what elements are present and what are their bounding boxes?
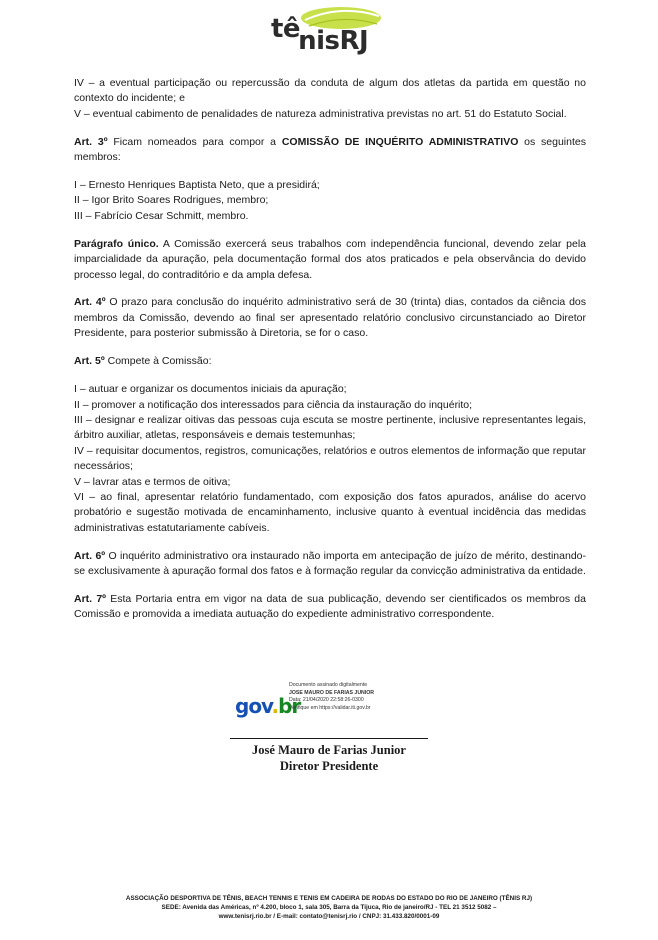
art-5-text: Compete à Comissão: (104, 355, 212, 368)
signer-name: José Mauro de Farias Junior (252, 743, 406, 757)
signature-line (230, 738, 428, 739)
logo-text-top: tê (271, 14, 301, 44)
footer-line-3: www.tenisrj.rio.br / E-mail: contato@tenisrj.rio / CNPJ: 31.433.820/0001-09 (218, 912, 440, 920)
competencia-3: III – designar e realizar oitivas das pessoas cuja escuta se mostre pertinente, inclusive representantes legais, árbitro auxiliar, atletas, responsáveis e demais testemunhas; (74, 413, 586, 442)
signature-info (289, 682, 374, 712)
logo-text-bottom: nisRJ (298, 26, 369, 56)
art-3-text-b: os seguintes membros: (74, 135, 586, 164)
footer-line-1: ASSOCIAÇÃO DESPORTIVA DE TÊNIS, BEACH TENNIS E TENIS EM CADEIRA DE RODAS DO ESTADO DO RIO DE JANEIRO (TÊNIS RJ) (125, 895, 533, 902)
art-3-label: Art. 3º (74, 135, 108, 148)
art-7 (74, 592, 586, 623)
commission-name: COMISSÃO DE INQUÉRITO ADMINISTRATIVO (281, 135, 519, 148)
art-5-label: Art. 5º (74, 355, 105, 368)
digital-signature-stamp (235, 682, 435, 722)
paragrafo-label: Parágrafo único. (74, 237, 159, 250)
art-6-text: O inquérito administrativo ora instaurado não importa em antecipação de juízo de mérito, destinando-se exclusivamente à apuração formal dos fatos e à formação regular da convicção administrativa da entidade. (74, 549, 586, 578)
signer-block (200, 742, 458, 774)
competencia-1: I – autuar e organizar os documentos iniciais da apuração; (74, 383, 347, 396)
competencia-5: V – lavrar atas e termos de oitiva; (74, 475, 231, 488)
art-3-text-a: Ficam nomeados para compor a (107, 135, 282, 148)
document-body (74, 76, 586, 623)
art-7-label: Art. 7º (74, 592, 107, 605)
art-7-text: Esta Portaria entra em vigor na data de sua publicação, devendo ser cientificados os membros da Comissão e promovida a imediata autuação do expediente administrativo correspondente. (74, 592, 586, 621)
art-3 (74, 135, 586, 166)
art-4 (74, 295, 586, 341)
stamp-verify: Verifique em https://validar.iti.gov.br (289, 704, 371, 711)
tenis-rj-logo (265, 6, 395, 58)
member-3: III – Fabrício Cesar Schmitt, membro. (74, 209, 249, 222)
govbr-logo: gov.br (235, 694, 301, 718)
item-iv: IV – a eventual participação ou repercussão da conduta de algum dos atletas da partida em questão no contexto do incidente; e (74, 77, 586, 105)
art-6 (74, 549, 586, 580)
member-2: II – Igor Brito Soares Rodrigues, membro; (74, 194, 269, 207)
footer (40, 895, 618, 921)
competencia-4: IV – requisitar documentos, registros, comunicações, relatórios e outros elementos de informação que reputar necessários; (74, 444, 586, 473)
footer-line-2: SEDE: Avenida das Américas, nº 4.200, bloco 1, sala 305, Barra da Tijuca, Rio de janeiro/RJ - TEL 21 3512 5082 – (161, 903, 497, 911)
art-4-label: Art. 4º (74, 296, 106, 309)
stamp-title: Documento assinado digitalmente (289, 682, 368, 688)
art-5 (74, 354, 586, 369)
art-4-text: O prazo para conclusão do inquérito administrativo será de 30 (trinta) dias, contados da ciência dos membros da Comissão, devendo ao final ser apresentado relatório conclusivo circunstanciado ao Diretor Presidente, para posterior submissão à Diretoria, se for o caso. (74, 296, 586, 340)
paragrafo-text: A Comissão exercerá seus trabalhos com independência funcional, devendo zelar pela imparcialidade da apuração, pela documentação formal dos atos praticados e pela observância do devido processo legal, do contraditório e da ampla defesa. (74, 237, 586, 281)
stamp-date: Data: 21/04/2020 22:58:26-0300 (289, 697, 364, 704)
competencia-2: II – promover a notificação dos interessados para ciência da instauração do inquérito; (74, 398, 473, 411)
signer-role: Diretor Presidente (279, 759, 379, 773)
item-v: V – eventual cabimento de penalidades de natureza administrativa previstas no art. 51 do Estatuto Social. (74, 107, 567, 120)
member-1: I – Ernesto Henriques Baptista Neto, que a presidirá; (74, 179, 320, 192)
paragrafo-unico (74, 237, 586, 283)
competencia-6: VI – ao final, apresentar relatório fundamentado, com exposição dos fatos apurados, análise do acervo probatório e sugestão motivada de encaminhamento, inclusive quanto à eventual incidência das medidas administrativas estatutariamente cabíveis. (74, 490, 586, 534)
art-6-label: Art. 6º (74, 549, 106, 562)
stamp-name: JOSE MAURO DE FARIAS JUNIOR (289, 689, 375, 696)
